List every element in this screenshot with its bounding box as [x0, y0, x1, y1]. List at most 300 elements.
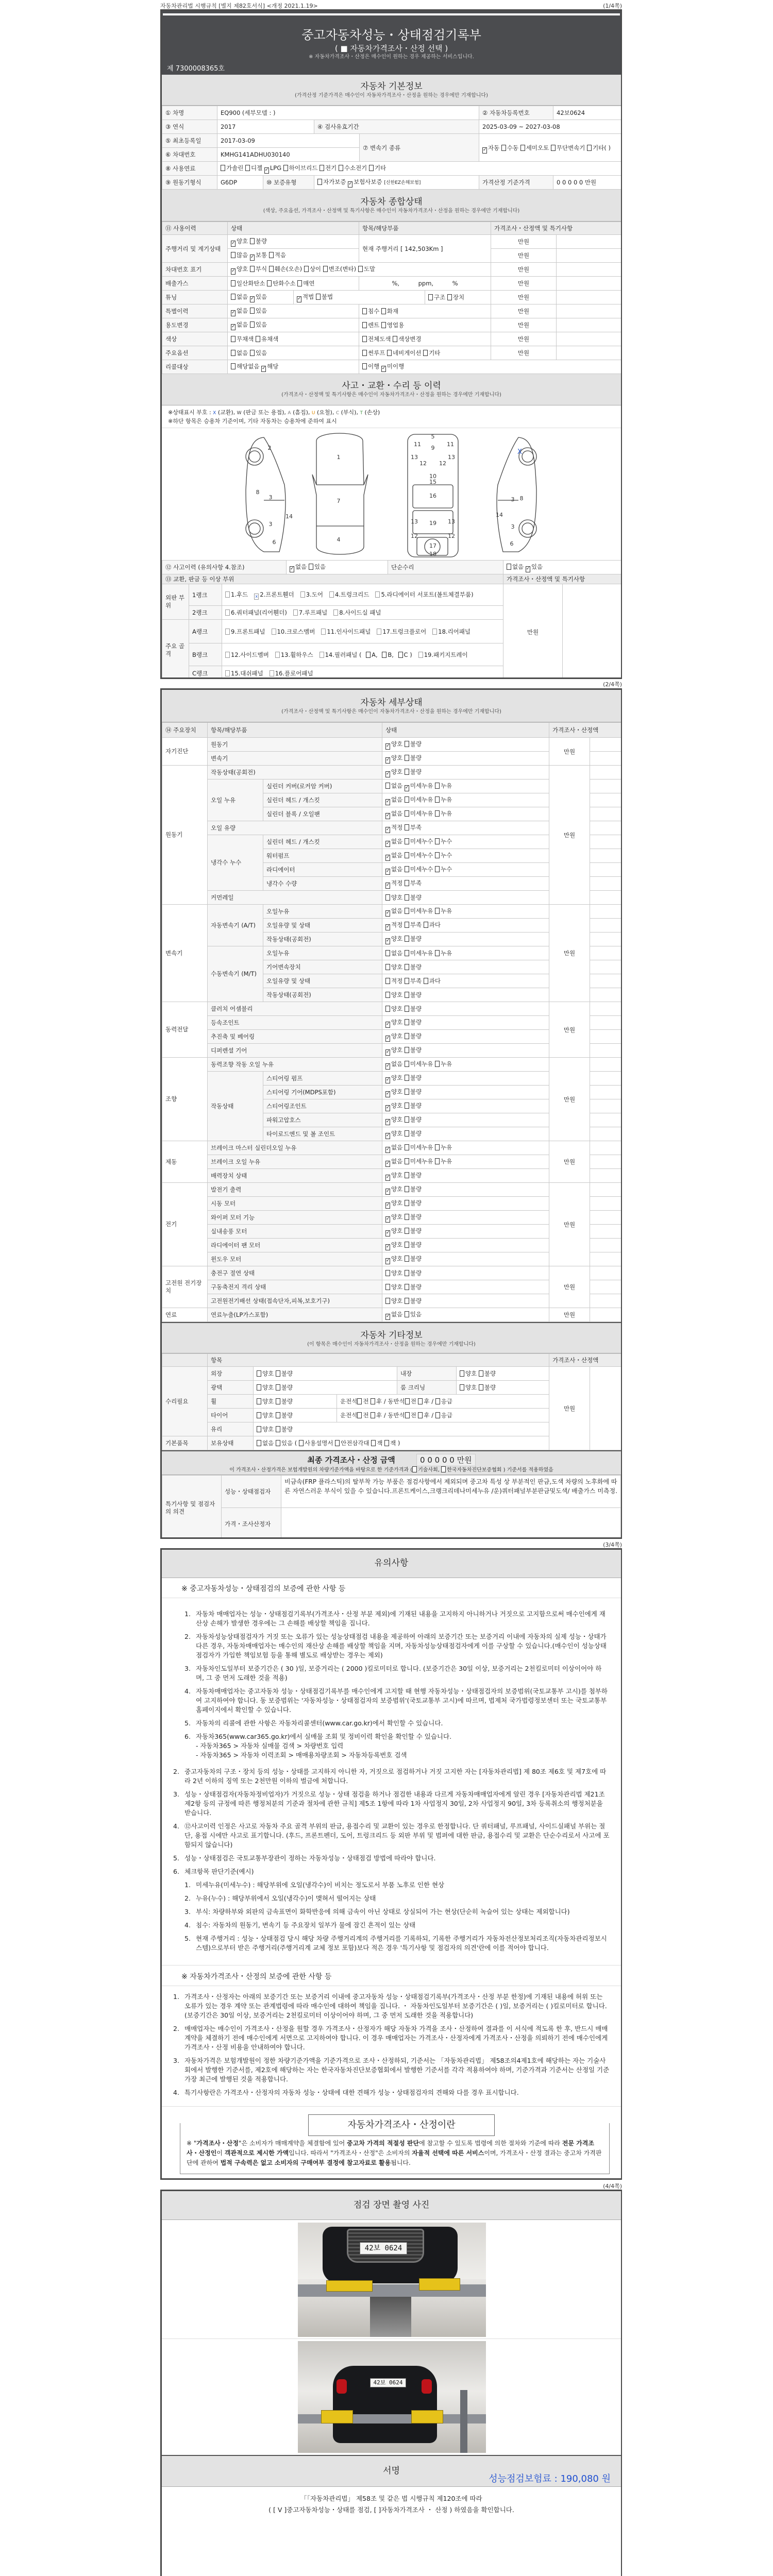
checkbox-option[interactable] [250, 238, 267, 245]
checkbox-icon[interactable] [276, 1426, 280, 1432]
checkbox-icon[interactable] [435, 1144, 440, 1150]
checkbox-option[interactable] [385, 1297, 405, 1304]
checkbox-option[interactable] [435, 1060, 452, 1067]
checkbox-icon[interactable] [231, 294, 236, 300]
checkbox-icon[interactable] [424, 978, 428, 984]
checkbox-option[interactable] [385, 935, 405, 942]
price-note[interactable] [590, 946, 623, 960]
checkbox-icon[interactable] [275, 652, 280, 658]
checkbox-option[interactable] [385, 1185, 405, 1193]
checkbox-icon[interactable] [405, 992, 409, 998]
checkbox-icon[interactable] [270, 670, 274, 676]
checkbox-option[interactable] [447, 294, 464, 301]
checkbox-option[interactable] [385, 1005, 405, 1012]
price-note[interactable] [590, 863, 623, 877]
checked-checkbox-icon[interactable] [250, 255, 255, 261]
checkbox-option[interactable] [501, 144, 520, 151]
checkbox-option[interactable] [424, 977, 441, 985]
checkbox-icon[interactable] [385, 978, 390, 984]
checkbox-icon[interactable] [225, 609, 230, 616]
checkbox-icon[interactable] [418, 1398, 423, 1404]
checked-checkbox-icon[interactable] [381, 366, 386, 372]
checkbox-option[interactable] [526, 563, 543, 570]
checkbox-option[interactable] [231, 251, 250, 259]
checkbox-option[interactable] [385, 1172, 405, 1179]
checkbox-option[interactable] [362, 349, 387, 357]
checkbox-option[interactable] [385, 866, 405, 873]
checked-checkbox-icon[interactable] [231, 324, 236, 330]
checkbox-option[interactable] [385, 838, 405, 845]
price-note[interactable] [557, 235, 623, 249]
price-note[interactable] [590, 1367, 622, 1450]
checkbox-icon[interactable] [587, 145, 592, 151]
checkbox-icon[interactable] [435, 1158, 440, 1164]
checkbox-icon[interactable] [520, 145, 525, 151]
checkbox-icon[interactable] [276, 1384, 280, 1391]
part-checkbox[interactable] [272, 628, 315, 635]
checkbox-icon[interactable] [369, 165, 374, 171]
checked-checkbox-icon[interactable] [526, 566, 530, 572]
checkbox-option[interactable] [405, 1172, 422, 1179]
checkbox-icon[interactable] [250, 308, 255, 314]
checkbox-icon[interactable] [225, 670, 230, 676]
checkbox-icon[interactable] [405, 1075, 409, 1081]
checkbox-option[interactable] [385, 1283, 405, 1291]
checkbox-option[interactable] [290, 563, 309, 570]
checkbox-option[interactable] [435, 810, 452, 817]
checked-checkbox-icon[interactable] [385, 869, 390, 875]
checkbox-icon[interactable] [257, 1384, 261, 1391]
checkbox-option[interactable] [276, 1439, 295, 1447]
checkbox-option[interactable] [405, 1074, 422, 1081]
price-note[interactable] [590, 1183, 623, 1197]
checkbox-icon[interactable] [405, 1311, 409, 1317]
checkbox-option[interactable] [405, 1130, 422, 1137]
checkbox-option[interactable] [276, 1426, 293, 1433]
checkbox-option[interactable] [257, 1439, 276, 1447]
exchange-mark-icon[interactable] [254, 594, 259, 600]
checkbox-option[interactable] [405, 1032, 422, 1040]
checkbox-option[interactable] [412, 1467, 441, 1473]
checkbox-option[interactable] [231, 293, 250, 300]
checkbox-icon[interactable] [269, 252, 274, 258]
price-note[interactable] [590, 1225, 623, 1239]
price-note[interactable] [590, 1086, 623, 1099]
checkbox-option[interactable] [385, 907, 405, 914]
price-note[interactable] [590, 974, 623, 988]
price-note[interactable] [590, 1308, 623, 1322]
checkbox-icon[interactable] [357, 1398, 362, 1404]
checkbox-icon[interactable] [257, 1412, 261, 1418]
checked-checkbox-icon[interactable] [385, 910, 390, 917]
checkbox-option[interactable] [261, 363, 278, 370]
checked-checkbox-icon[interactable] [385, 1147, 390, 1153]
checkbox-option[interactable] [405, 824, 422, 831]
checkbox-icon[interactable] [231, 252, 236, 258]
checkbox-icon[interactable] [385, 1284, 390, 1290]
checkbox-icon[interactable] [405, 1019, 409, 1025]
checkbox-option[interactable] [245, 164, 264, 172]
checkbox-icon[interactable] [250, 321, 255, 328]
price-note[interactable] [590, 988, 623, 1002]
part-checkbox[interactable] [321, 628, 371, 635]
checkbox-icon[interactable] [405, 1033, 409, 1039]
checkbox-option[interactable] [405, 894, 422, 901]
checkbox-option[interactable] [385, 1102, 405, 1109]
checkbox-option[interactable] [276, 1412, 293, 1419]
checkbox-option[interactable] [231, 238, 250, 245]
price-note[interactable] [590, 1266, 623, 1280]
checkbox-option[interactable] [267, 280, 297, 287]
checkbox-option[interactable] [551, 144, 587, 151]
checked-checkbox-icon[interactable] [482, 147, 487, 154]
checkbox-option[interactable] [520, 144, 551, 151]
price-note[interactable] [590, 960, 623, 974]
checked-checkbox-icon[interactable] [385, 827, 390, 833]
checkbox-option[interactable] [405, 1283, 422, 1291]
checkbox-option[interactable] [320, 164, 339, 172]
checkbox-icon[interactable] [381, 322, 386, 328]
checkbox-option[interactable] [405, 1398, 418, 1405]
checkbox-icon[interactable] [405, 1284, 409, 1290]
checked-checkbox-icon[interactable] [385, 855, 390, 861]
checkbox-option[interactable] [435, 852, 452, 859]
checkbox-icon[interactable] [405, 810, 409, 817]
checkbox-option[interactable] [405, 879, 422, 887]
part-checkbox[interactable] [225, 609, 287, 616]
price-note[interactable] [557, 263, 623, 277]
checkbox-option[interactable] [385, 879, 405, 887]
checkbox-option[interactable] [405, 838, 435, 845]
checkbox-option[interactable] [418, 1398, 431, 1405]
checkbox-icon[interactable] [435, 810, 440, 817]
checkbox-option[interactable] [405, 782, 435, 789]
inspection-photo-rear[interactable] [298, 2341, 486, 2453]
checked-checkbox-icon[interactable] [385, 1161, 390, 1167]
checkbox-icon[interactable] [405, 1130, 409, 1137]
checkbox-option[interactable] [405, 950, 435, 957]
checked-checkbox-icon[interactable] [250, 296, 255, 302]
checkbox-icon[interactable] [299, 1440, 304, 1446]
checkbox-option[interactable] [385, 950, 405, 957]
checkbox-option[interactable] [385, 1060, 405, 1067]
checked-checkbox-icon[interactable] [385, 841, 390, 847]
checkbox-option[interactable] [348, 178, 384, 185]
price-note[interactable] [590, 1058, 623, 1072]
checkbox-option[interactable] [435, 866, 452, 873]
checkbox-icon[interactable] [309, 564, 313, 570]
checkbox-option[interactable] [405, 1019, 422, 1026]
price-note[interactable] [557, 346, 623, 360]
checkbox-icon[interactable] [276, 1370, 280, 1377]
checkbox-option[interactable] [231, 349, 250, 357]
part-checkbox[interactable] [275, 651, 313, 658]
price-note[interactable] [590, 1113, 623, 1127]
checkbox-icon[interactable] [405, 936, 409, 942]
checkbox-option[interactable] [362, 335, 393, 343]
checkbox-option[interactable] [362, 308, 381, 315]
checkbox-option[interactable] [276, 1384, 293, 1391]
checkbox-icon[interactable] [320, 652, 324, 658]
price-note[interactable] [590, 1239, 623, 1252]
checkbox-option[interactable] [435, 782, 452, 789]
checked-checkbox-icon[interactable] [385, 1036, 390, 1042]
checkbox-option[interactable] [424, 921, 441, 928]
checkbox-icon[interactable] [432, 629, 437, 635]
checkbox-icon[interactable] [304, 266, 309, 272]
checkbox-icon[interactable] [423, 350, 428, 356]
checkbox-icon[interactable] [435, 852, 440, 858]
checkbox-option[interactable] [264, 164, 283, 172]
checked-checkbox-icon[interactable] [385, 1244, 390, 1250]
checkbox-icon[interactable] [339, 165, 343, 171]
checkbox-icon[interactable] [405, 1144, 409, 1150]
price-note[interactable] [590, 1072, 623, 1086]
checkbox-option[interactable] [381, 363, 404, 370]
checkbox-icon[interactable] [405, 1270, 409, 1276]
checkbox-option[interactable] [405, 1269, 422, 1277]
checkbox-icon[interactable] [362, 322, 367, 328]
checkbox-icon[interactable] [256, 336, 260, 342]
checkbox-icon[interactable] [424, 922, 428, 928]
checkbox-option[interactable] [385, 1158, 405, 1165]
checkbox-option[interactable] [381, 321, 404, 329]
checkbox-icon[interactable] [405, 880, 409, 886]
checkbox-icon[interactable] [357, 1412, 362, 1418]
checkbox-option[interactable] [393, 335, 421, 343]
checkbox-option[interactable] [385, 1199, 405, 1207]
price-note[interactable] [557, 291, 623, 304]
checkbox-icon[interactable] [435, 908, 440, 914]
checkbox-icon[interactable] [405, 796, 409, 803]
checkbox-icon[interactable] [479, 1384, 483, 1391]
checked-checkbox-icon[interactable] [231, 241, 236, 247]
price-note[interactable] [563, 584, 622, 680]
checkbox-option[interactable] [405, 1102, 422, 1109]
checkbox-option[interactable] [384, 1439, 398, 1447]
price-note[interactable] [557, 277, 623, 291]
part-checkbox[interactable] [270, 670, 313, 677]
checkbox-icon[interactable] [320, 165, 324, 171]
checked-checkbox-icon[interactable] [385, 1119, 390, 1125]
checkbox-icon[interactable] [460, 1384, 464, 1391]
price-note[interactable] [590, 877, 623, 891]
checkbox-icon[interactable] [371, 1440, 376, 1446]
checkbox-icon[interactable] [387, 350, 392, 356]
checkbox-icon[interactable] [358, 266, 363, 272]
checkbox-icon[interactable] [371, 1412, 375, 1418]
checkbox-icon[interactable] [335, 1440, 340, 1446]
checkbox-icon[interactable] [405, 1256, 409, 1262]
checkbox-option[interactable] [507, 563, 526, 570]
checkbox-option[interactable] [385, 754, 405, 761]
checkbox-icon[interactable] [384, 1440, 389, 1446]
checkbox-option[interactable] [435, 950, 452, 957]
checkbox-icon[interactable] [245, 165, 250, 171]
checked-checkbox-icon[interactable] [385, 743, 390, 750]
checkbox-option[interactable] [405, 1297, 422, 1304]
price-note[interactable] [590, 1280, 623, 1294]
checked-checkbox-icon[interactable] [385, 1022, 390, 1028]
part-checkbox[interactable] [225, 651, 269, 658]
checkbox-icon[interactable] [418, 652, 423, 658]
checkbox-icon[interactable] [405, 741, 409, 747]
checked-checkbox-icon[interactable] [385, 883, 390, 889]
checkbox-option[interactable] [385, 1116, 405, 1123]
checkbox-icon[interactable] [300, 591, 305, 598]
checkbox-icon[interactable] [479, 1370, 483, 1377]
checkbox-option[interactable] [405, 963, 422, 971]
checkbox-option[interactable] [435, 1144, 452, 1151]
checked-checkbox-icon[interactable] [348, 181, 352, 188]
checkbox-option[interactable] [369, 164, 386, 172]
checkbox-icon[interactable] [405, 755, 409, 761]
checkbox-option[interactable] [231, 335, 256, 343]
checkbox-icon[interactable] [435, 1398, 440, 1404]
checkbox-icon[interactable] [381, 308, 386, 314]
checkbox-icon[interactable] [405, 1228, 409, 1234]
checkbox-icon[interactable] [435, 950, 440, 956]
checkbox-icon[interactable] [231, 350, 236, 356]
checkbox-option[interactable] [297, 280, 314, 287]
checkbox-icon[interactable] [231, 336, 236, 342]
checked-checkbox-icon[interactable] [405, 785, 409, 791]
checked-checkbox-icon[interactable] [385, 771, 390, 777]
checkbox-option[interactable] [405, 1046, 422, 1054]
checkbox-icon[interactable] [375, 591, 380, 598]
checkbox-option[interactable] [385, 824, 405, 831]
price-note[interactable] [590, 1211, 623, 1225]
price-note[interactable] [590, 891, 623, 905]
checked-checkbox-icon[interactable] [385, 1258, 390, 1264]
checkbox-option[interactable] [405, 852, 435, 859]
checkbox-icon[interactable] [405, 1006, 409, 1012]
checked-checkbox-icon[interactable] [385, 1077, 390, 1083]
checkbox-option[interactable] [231, 265, 250, 273]
checkbox-icon[interactable] [385, 1006, 390, 1012]
price-note[interactable] [590, 1044, 623, 1058]
checked-checkbox-icon[interactable] [385, 1230, 390, 1236]
price-note[interactable] [557, 318, 623, 332]
checkbox-option[interactable] [221, 164, 245, 172]
checked-checkbox-icon[interactable] [385, 938, 390, 944]
checkbox-option[interactable] [405, 1144, 435, 1151]
checkbox-option[interactable] [479, 1370, 496, 1377]
checkbox-option[interactable] [405, 740, 422, 748]
checkbox-icon[interactable] [276, 1412, 280, 1418]
checkbox-option[interactable] [405, 1060, 435, 1067]
checkbox-icon[interactable] [385, 783, 390, 789]
checkbox-option[interactable] [371, 1398, 384, 1405]
checkbox-option[interactable] [405, 1158, 435, 1165]
checkbox-option[interactable] [385, 1269, 405, 1277]
price-note[interactable] [590, 1294, 623, 1308]
checkbox-icon[interactable] [225, 591, 230, 598]
checked-checkbox-icon[interactable] [385, 1063, 390, 1070]
checkbox-option[interactable] [358, 265, 375, 273]
checkbox-option[interactable] [479, 1384, 496, 1391]
price-note[interactable] [590, 1197, 623, 1211]
checkbox-icon[interactable] [333, 609, 338, 616]
checkbox-option[interactable] [269, 251, 286, 259]
checkbox-icon[interactable] [405, 1242, 409, 1248]
price-note[interactable] [590, 1127, 623, 1141]
checked-checkbox-icon[interactable] [385, 1091, 390, 1097]
checkbox-option[interactable] [405, 866, 435, 873]
checked-checkbox-icon[interactable] [385, 1133, 390, 1139]
checkbox-icon[interactable] [405, 1412, 410, 1418]
checkbox-option[interactable] [385, 1046, 405, 1054]
checkbox-option[interactable] [231, 280, 267, 287]
checkbox-icon[interactable] [398, 652, 403, 658]
checkbox-option[interactable] [269, 265, 304, 273]
checkbox-icon[interactable] [250, 350, 255, 356]
checkbox-option[interactable] [460, 1384, 479, 1391]
checkbox-icon[interactable] [435, 1061, 440, 1067]
price-note[interactable] [590, 1016, 623, 1030]
checkbox-option[interactable] [423, 349, 440, 357]
part-checkbox[interactable]: 14.필러패널 ( A, B, C ) [320, 651, 412, 658]
checkbox-option[interactable] [339, 164, 369, 172]
checkbox-option[interactable] [435, 1158, 452, 1165]
price-note[interactable] [590, 766, 623, 779]
checkbox-icon[interactable] [385, 894, 390, 901]
checkbox-option[interactable] [283, 164, 320, 172]
checkbox-icon[interactable] [385, 1270, 390, 1276]
checkbox-icon[interactable] [405, 908, 409, 914]
checkbox-icon[interactable] [393, 336, 397, 342]
checkbox-icon[interactable] [283, 165, 288, 171]
checkbox-option[interactable] [405, 1227, 422, 1234]
checkbox-option[interactable] [297, 293, 316, 300]
price-note[interactable] [590, 793, 623, 807]
checkbox-icon[interactable] [257, 1398, 261, 1404]
price-note[interactable] [590, 905, 623, 919]
checkbox-icon[interactable] [405, 866, 409, 872]
checkbox-icon[interactable] [257, 1370, 261, 1377]
checkbox-option[interactable] [405, 754, 422, 761]
checkbox-option[interactable] [387, 349, 423, 357]
price-note[interactable] [557, 304, 623, 318]
price-note[interactable] [590, 1002, 623, 1016]
price-note[interactable] [590, 752, 623, 766]
checkbox-icon[interactable] [405, 1200, 409, 1206]
checked-checkbox-icon[interactable] [385, 1314, 390, 1320]
checked-checkbox-icon[interactable] [290, 566, 294, 572]
checkbox-option[interactable] [276, 1370, 293, 1377]
checkbox-option[interactable] [276, 1398, 293, 1405]
checkbox-option[interactable] [385, 768, 405, 775]
checkbox-icon[interactable] [405, 1186, 409, 1192]
checkbox-option[interactable] [405, 768, 422, 775]
checkbox-icon[interactable] [460, 1370, 464, 1377]
checkbox-icon[interactable] [362, 336, 367, 342]
checkbox-option[interactable] [385, 977, 405, 985]
checkbox-option[interactable] [362, 363, 381, 370]
checkbox-option[interactable] [405, 1199, 422, 1207]
price-note[interactable] [590, 1252, 623, 1266]
checked-checkbox-icon[interactable] [231, 268, 236, 275]
checkbox-option[interactable] [371, 1412, 384, 1419]
checkbox-option[interactable] [317, 178, 348, 185]
checked-checkbox-icon[interactable] [231, 310, 236, 316]
checkbox-option[interactable] [385, 1227, 405, 1234]
checkbox-option[interactable] [362, 321, 381, 329]
checkbox-option[interactable] [316, 293, 333, 300]
checkbox-option[interactable] [250, 293, 267, 300]
part-checkbox[interactable] [225, 670, 263, 677]
checkbox-option[interactable] [250, 321, 267, 328]
